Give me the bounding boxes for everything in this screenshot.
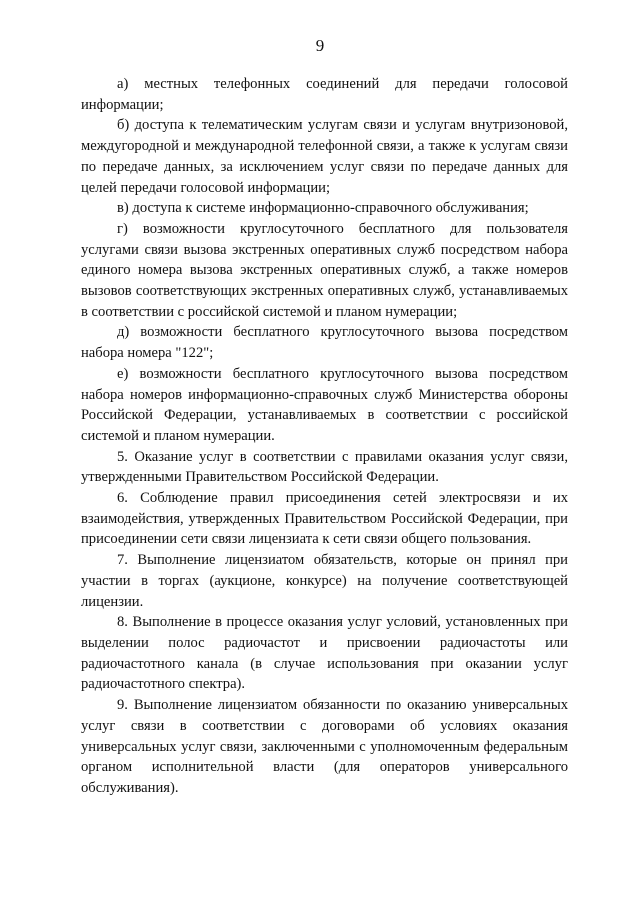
paragraph-clause-7: 7. Выполнение лицензиатом обязательств, которые он принял при участии в торгах (аукционе, конкурсе) на получение соответствующей лицензии. (81, 552, 568, 610)
paragraph-item-d: д) возможности бесплатного круглосуточного вызова посредством набора номера "122"; (81, 324, 568, 362)
paragraph-clause-5: 5. Оказание услуг в соответствии с правилами оказания услуг связи, утвержденными Правительством Российской Федерации. (81, 448, 568, 486)
paragraph-item-g: г) возможности круглосуточного бесплатного для пользователя услугами связи вызова экстренных оперативных служб посредством набора единого номера вызова экстренных оперативных служб, а также номеров вызовов соответствующих экстренных оперативных служб, устанавливаемых в соответствии с российской системой и планом нумерации; (81, 220, 568, 320)
paragraph-clause-9: 9. Выполнение лицензиатом обязанности по оказанию универсальных услуг связи в соответствии с договорами об условиях оказания универсальных услуг связи, заключенными с уполномоченным федеральным органом исполнительной власти (для операторов универсального обслуживания). (81, 697, 568, 796)
page-number: 9 (315, 36, 325, 55)
paragraph-item-e: е) возможности бесплатного круглосуточного вызова посредством набора номеров информационно-справочных служб Министерства обороны Российской Федерации, устанавливаемых в соответствии с российской системой и планом нумерации. (81, 365, 568, 444)
paragraph-item-v: в) доступа к системе информационно-справочного обслуживания; (117, 200, 529, 217)
paragraph-clause-6: 6. Соблюдение правил присоединения сетей электросвязи и их взаимодействия, утвержденных Правительством Российской Федерации, при присоединении сети связи лицензиата к сети связи общего пользования. (81, 490, 568, 548)
paragraph-item-b: б) доступа к телематическим услугам связи и услугам внутризоновой, междугородной и международной телефонной связи, а также к услугам связи по передаче данных, за исключением услуг связи по передаче данных для целей передачи голосовой информации; (81, 117, 568, 196)
paragraph-clause-8: 8. Выполнение в процессе оказания услуг условий, установленных при выделении полос радиочастот и присвоении радиочастоты или радиочастотного канала (в случае использования при оказании услуг радиочастотного спектра). (81, 614, 568, 693)
paragraph-item-a: а) местных телефонных соединений для передачи голосовой информации; (81, 76, 568, 113)
document-body (81, 74, 568, 799)
